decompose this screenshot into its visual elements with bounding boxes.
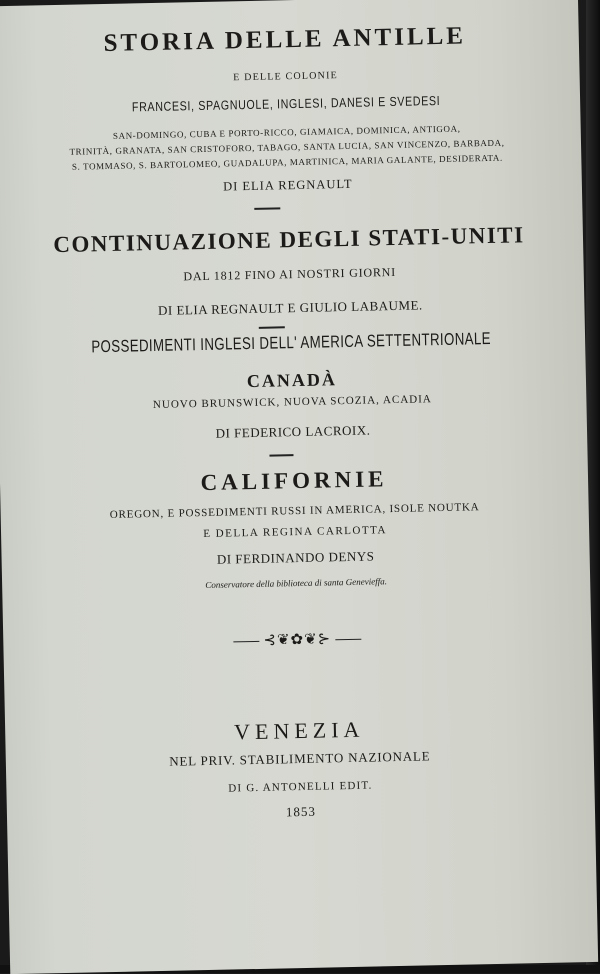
author-regnault: DI ELIA REGNAULT — [0, 172, 582, 199]
ornament-dash-left — [233, 641, 259, 643]
ornament-dash-right — [335, 639, 361, 641]
divider-rule-3 — [269, 454, 293, 457]
places-line-2: TRINITÀ, GRANATA, SAN CRISTOFORO, TABAGO, SANTA LUCIA, SAN VINCENZO, BARBADA, — [0, 136, 581, 158]
divider-rule-1 — [254, 207, 280, 210]
title-possedimenti: POSSEDIMENTI INGLESI DELL' AMERICA SETTENTRIONALE — [62, 328, 521, 358]
author-lacroix: DI FEDERICO LACROIX. — [0, 418, 587, 446]
subtitle-colonies: E DELLE COLONIE — [0, 65, 580, 88]
regina-line: E DELLA REGINA CARLOTTA — [1, 520, 589, 544]
oregon-line: OREGON, E POSSEDIMENTI RUSSI IN AMERICA, ISOLE NOUTKA — [1, 499, 589, 523]
ornament-flourish-icon: ⊰❦✿❦⊱ — [263, 631, 331, 648]
imprint-city: VENEZIA — [5, 712, 593, 750]
imprint-year: 1853 — [7, 798, 595, 826]
ornament-divider — [3, 624, 591, 655]
imprint-press: NEL PRIV. STABILIMENTO NAZIONALE — [6, 745, 594, 773]
places-line-1: SAN-DOMINGO, CUBA E PORTO-RICCO, GIAMAICA, DOMINICA, ANTIGOA, — [0, 121, 581, 143]
places-line-3: S. TOMMASO, S. BARTOLOMEO, GUADALUPA, MARTINICA, MARIA GALANTE, DESIDERATA. — [0, 151, 581, 173]
main-title: STORIA DELLE ANTILLE — [0, 20, 579, 60]
title-continuazione: CONTINUAZIONE DEGLI STATI-UNITI — [0, 221, 583, 259]
author-denys: DI FERDINANDO DENYS — [2, 544, 590, 572]
author-denys-role: Conservatore della biblioteca di santa Genevieffa. — [2, 572, 590, 594]
author-regnault-labaume: DI ELIA REGNAULT E GIULIO LABAUME. — [0, 294, 585, 322]
divider-rule-2 — [259, 326, 285, 329]
subtitle-nations: FRANCESI, SPAGNUOLE, INGLESI, DANESI E SVEDESI — [45, 91, 527, 116]
date-range: DAL 1812 FINO AI NOSTRI GIORNI — [0, 261, 584, 288]
title-canada: CANADÀ — [0, 364, 586, 397]
title-californie: CALIFORNIE — [0, 462, 588, 500]
canada-places: NUOVO BRUNSWICK, NUOVA SCOZIA, ACADIA — [0, 390, 586, 414]
imprint-editor: DI G. ANTONELLI EDIT. — [6, 775, 594, 799]
